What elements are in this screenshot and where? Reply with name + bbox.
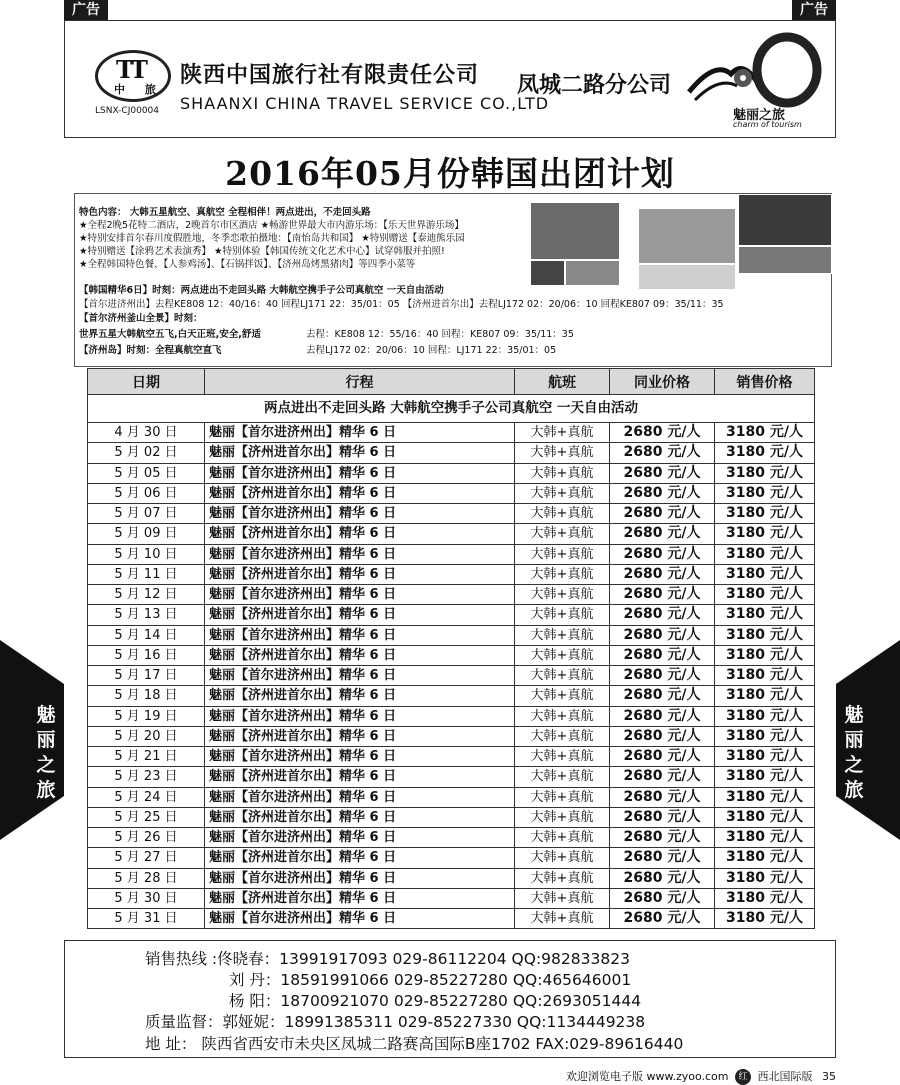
row-sale-price: 3180 元/人 [715, 787, 815, 807]
row-flight: 大韩+真航 [515, 686, 610, 706]
row-flight: 大韩+真航 [515, 645, 610, 665]
row-trade-price: 2680 元/人 [610, 483, 715, 503]
row-date: 5 月 06 日 [88, 483, 205, 503]
ad-label-left: 广告 [64, 0, 108, 20]
table-row [88, 645, 815, 665]
row-flight: 大韩+真航 [515, 443, 610, 463]
row-date: 5 月 21 日 [88, 747, 205, 767]
row-route: 魅丽【首尔进济州出】精华 6 日 [205, 666, 515, 686]
table-row [88, 706, 815, 726]
header-flight: 航班 [515, 369, 610, 395]
header-sale-price: 销售价格 [715, 369, 815, 395]
row-date: 5 月 19 日 [88, 706, 205, 726]
row-trade-price: 2680 元/人 [610, 585, 715, 605]
row-date: 5 月 05 日 [88, 463, 205, 483]
row-sale-price: 3180 元/人 [715, 807, 815, 827]
table-row [88, 666, 815, 686]
row-route: 魅丽【济州进首尔出】精华 6 日 [205, 524, 515, 544]
row-route: 魅丽【首尔进济州出】精华 6 日 [205, 463, 515, 483]
feature-line: ★特别安排首尔春川度假胜地，冬季恋歌拍摄地：【南怡岛共和国】 ★特别赠送【泰迪熊乐园 [79, 233, 465, 244]
side-char: 旅 [844, 779, 864, 801]
table-row [88, 625, 815, 645]
header-route: 行程 [205, 369, 515, 395]
row-route: 魅丽【首尔进济州出】精华 6 日 [205, 423, 515, 443]
row-sale-price: 3180 元/人 [715, 666, 815, 686]
table-row [88, 504, 815, 524]
row-date: 5 月 20 日 [88, 726, 205, 746]
row-date: 5 月 30 日 [88, 888, 205, 908]
row-sale-price: 3180 元/人 [715, 443, 815, 463]
row-flight: 大韩+真航 [515, 848, 610, 868]
row-trade-price: 2680 元/人 [610, 666, 715, 686]
row-route: 魅丽【济州进首尔出】精华 6 日 [205, 645, 515, 665]
row-trade-price: 2680 元/人 [610, 706, 715, 726]
table-row [88, 686, 815, 706]
row-sale-price: 3180 元/人 [715, 504, 815, 524]
footer-page: 35 [822, 1070, 836, 1083]
row-date: 5 月 07 日 [88, 504, 205, 524]
row-trade-price: 2680 元/人 [610, 726, 715, 746]
row-flight: 大韩+真航 [515, 423, 610, 443]
row-date: 5 月 25 日 [88, 807, 205, 827]
row-route: 魅丽【首尔进济州出】精华 6 日 [205, 787, 515, 807]
row-flight: 大韩+真航 [515, 747, 610, 767]
side-tab-text-right [840, 703, 868, 803]
row-date: 5 月 09 日 [88, 524, 205, 544]
photo-small-1 [530, 260, 565, 286]
row-sale-price: 3180 元/人 [715, 726, 815, 746]
feature-line: 特色内容： 大韩五星航空、真航空 全程相伴！两点进出，不走回头路 [79, 207, 371, 218]
footer [566, 1068, 836, 1085]
row-date: 5 月 18 日 [88, 686, 205, 706]
side-char: 丽 [36, 729, 56, 751]
row-trade-price: 2680 元/人 [610, 747, 715, 767]
row-flight: 大韩+真航 [515, 625, 610, 645]
table-row [88, 726, 815, 746]
table-row [88, 828, 815, 848]
table-row [88, 868, 815, 888]
side-char: 之 [844, 754, 864, 776]
itinerary-line: 【济州岛】时刻：全程真航空直飞 [79, 345, 222, 356]
table-row [88, 483, 815, 503]
row-date: 5 月 31 日 [88, 909, 205, 929]
row-trade-price: 2680 元/人 [610, 564, 715, 584]
row-route: 魅丽【首尔进济州出】精华 6 日 [205, 585, 515, 605]
table-header-row [88, 369, 815, 395]
table-row [88, 767, 815, 787]
row-sale-price: 3180 元/人 [715, 605, 815, 625]
row-trade-price: 2680 元/人 [610, 625, 715, 645]
row-flight: 大韩+真航 [515, 605, 610, 625]
table-row [88, 807, 815, 827]
row-route: 魅丽【首尔进济州出】精华 6 日 [205, 868, 515, 888]
row-sale-price: 3180 元/人 [715, 625, 815, 645]
table-row [88, 747, 815, 767]
table-row [88, 848, 815, 868]
feature-line: ★全程韩国特色餐、【人参鸡汤】、【石锅拌饭】、【济州岛烤黑猪肉】等四季小菜等 [79, 259, 416, 270]
row-flight: 大韩+真航 [515, 868, 610, 888]
ad-label-right: 广告 [792, 0, 836, 20]
itinerary-line: 【韩国精华6日】时刻：两点进出不走回头路 大韩航空携手子公司真航空 一天自由活动 [79, 285, 444, 296]
photo-market [738, 246, 832, 274]
row-flight: 大韩+真航 [515, 767, 610, 787]
logo-mark: TT [116, 55, 145, 84]
branch-name: 凤城二路分公司 [517, 73, 672, 98]
row-flight: 大韩+真航 [515, 483, 610, 503]
side-char: 魅 [844, 704, 864, 726]
contact-line: 质量监督：郭娅妮：18991385311 029-85227330 QQ:1134449238 [145, 1013, 646, 1031]
row-flight: 大韩+真航 [515, 463, 610, 483]
row-route: 魅丽【济州进首尔出】精华 6 日 [205, 686, 515, 706]
row-date: 5 月 26 日 [88, 828, 205, 848]
row-date: 5 月 23 日 [88, 767, 205, 787]
logo-text: 中 旅 [114, 83, 164, 96]
row-route: 魅丽【首尔进济州出】精华 6 日 [205, 544, 515, 564]
table-row [88, 443, 815, 463]
row-route: 魅丽【首尔进济州出】精华 6 日 [205, 747, 515, 767]
feature-line: ★特别赠送【涂鸦艺术表演秀】 ★特别体验【韩国传统文化艺术中心】试穿韩服并拍照! [79, 246, 445, 257]
row-sale-price: 3180 元/人 [715, 483, 815, 503]
row-trade-price: 2680 元/人 [610, 504, 715, 524]
row-flight: 大韩+真航 [515, 524, 610, 544]
row-flight: 大韩+真航 [515, 807, 610, 827]
table-note: 两点进出不走回头路 大韩航空携手子公司真航空 一天自由活动 [88, 395, 815, 423]
row-flight: 大韩+真航 [515, 544, 610, 564]
license-number: LSNX-CJ00004 [95, 106, 159, 116]
company-name: 陕西中国旅行社有限责任公司 [180, 63, 480, 88]
itinerary-line: 【首尔进济州出】去程KE808 12：40/16：40 回程LJ171 22：35/01：05 【济州进首尔出】去程LJ172 02：20/06：10 回程KE807 09：35/11：35 [79, 299, 724, 310]
row-date: 5 月 17 日 [88, 666, 205, 686]
row-route: 魅丽【济州进首尔出】精华 6 日 [205, 483, 515, 503]
row-sale-price: 3180 元/人 [715, 463, 815, 483]
row-date: 5 月 16 日 [88, 645, 205, 665]
feature-box [74, 193, 832, 367]
row-sale-price: 3180 元/人 [715, 767, 815, 787]
row-trade-price: 2680 元/人 [610, 524, 715, 544]
row-sale-price: 3180 元/人 [715, 645, 815, 665]
row-flight: 大韩+真航 [515, 666, 610, 686]
row-sale-price: 3180 元/人 [715, 524, 815, 544]
side-char: 旅 [36, 779, 56, 801]
contact-line: 销售热线 :佟晓春：13991917093 029-86112204 QQ:982833823 [145, 950, 630, 968]
photo-statue [638, 264, 736, 290]
photo-hanok-street [530, 202, 620, 260]
photo-small-2 [565, 260, 620, 286]
footer-edition: 西北国际版 [757, 1070, 813, 1083]
contact-line: 刘 丹：18591991066 029-85227280 QQ:465646001 [229, 971, 632, 989]
row-sale-price: 3180 元/人 [715, 564, 815, 584]
row-sale-price: 3180 元/人 [715, 868, 815, 888]
row-flight: 大韩+真航 [515, 787, 610, 807]
row-flight: 大韩+真航 [515, 909, 610, 929]
row-trade-price: 2680 元/人 [610, 686, 715, 706]
row-sale-price: 3180 元/人 [715, 706, 815, 726]
row-sale-price: 3180 元/人 [715, 747, 815, 767]
row-trade-price: 2680 元/人 [610, 888, 715, 908]
row-route: 魅丽【首尔进济州出】精华 6 日 [205, 909, 515, 929]
row-trade-price: 2680 元/人 [610, 605, 715, 625]
table-row [88, 423, 815, 443]
itinerary-line: 去程：KE808 12：55/16：40 回程：KE807 09：35/11：35 [306, 329, 574, 340]
row-route: 魅丽【济州进首尔出】精华 6 日 [205, 767, 515, 787]
table-note-row [88, 395, 815, 423]
contact-line: 地 址： 陕西省西安市未央区凤城二路赛高国际B座1702 FAX:029-89616440 [145, 1035, 684, 1053]
row-trade-price: 2680 元/人 [610, 463, 715, 483]
brand-name: 魅丽之旅 [733, 108, 786, 123]
schedule-table [87, 368, 815, 929]
row-sale-price: 3180 元/人 [715, 848, 815, 868]
row-date: 5 月 27 日 [88, 848, 205, 868]
row-date: 4 月 30 日 [88, 423, 205, 443]
row-sale-price: 3180 元/人 [715, 909, 815, 929]
row-sale-price: 3180 元/人 [715, 423, 815, 443]
row-route: 魅丽【首尔进济州出】精华 6 日 [205, 706, 515, 726]
row-date: 5 月 02 日 [88, 443, 205, 463]
row-route: 魅丽【首尔进济州出】精华 6 日 [205, 828, 515, 848]
row-trade-price: 2680 元/人 [610, 544, 715, 564]
row-route: 魅丽【济州进首尔出】精华 6 日 [205, 888, 515, 908]
cts-logo [95, 50, 171, 102]
row-trade-price: 2680 元/人 [610, 868, 715, 888]
row-route: 魅丽【济州进首尔出】精华 6 日 [205, 564, 515, 584]
row-date: 5 月 13 日 [88, 605, 205, 625]
photo-palace-gate [638, 208, 736, 264]
row-sale-price: 3180 元/人 [715, 544, 815, 564]
row-trade-price: 2680 元/人 [610, 807, 715, 827]
row-flight: 大韩+真航 [515, 888, 610, 908]
side-char: 之 [36, 754, 56, 776]
table-row [88, 888, 815, 908]
row-trade-price: 2680 元/人 [610, 423, 715, 443]
row-flight: 大韩+真航 [515, 564, 610, 584]
header [64, 20, 836, 138]
table-row [88, 787, 815, 807]
row-trade-price: 2680 元/人 [610, 828, 715, 848]
row-sale-price: 3180 元/人 [715, 585, 815, 605]
row-trade-price: 2680 元/人 [610, 767, 715, 787]
table-row [88, 585, 815, 605]
side-char: 丽 [844, 729, 864, 751]
row-trade-price: 2680 元/人 [610, 645, 715, 665]
row-sale-price: 3180 元/人 [715, 686, 815, 706]
brand-subtitle: charm of tourism [733, 120, 802, 129]
row-flight: 大韩+真航 [515, 828, 610, 848]
row-sale-price: 3180 元/人 [715, 828, 815, 848]
table-row [88, 909, 815, 929]
header-date: 日期 [88, 369, 205, 395]
row-flight: 大韩+真航 [515, 585, 610, 605]
page-title: 2016年05月份韩国出团计划 [225, 154, 675, 193]
row-flight: 大韩+真航 [515, 706, 610, 726]
row-trade-price: 2680 元/人 [610, 909, 715, 929]
photo-city-street [738, 194, 832, 246]
table-row [88, 605, 815, 625]
row-flight: 大韩+真航 [515, 504, 610, 524]
table-row [88, 544, 815, 564]
row-route: 魅丽【济州进首尔出】精华 6 日 [205, 443, 515, 463]
row-route: 魅丽【济州进首尔出】精华 6 日 [205, 605, 515, 625]
footer-welcome: 欢迎浏览电子版 www.zyoo.com [565, 1070, 729, 1083]
row-trade-price: 2680 元/人 [610, 443, 715, 463]
row-trade-price: 2680 元/人 [610, 787, 715, 807]
row-trade-price: 2680 元/人 [610, 848, 715, 868]
row-route: 魅丽【济州进首尔出】精华 6 日 [205, 807, 515, 827]
side-char: 魅 [36, 704, 56, 726]
feature-line: ★全程2晚5花特二酒店，2晚首尔市区酒店 ★畅游世界最大市内游乐场：【乐天世界游乐场】 [79, 220, 464, 231]
row-route: 魅丽【首尔进济州出】精华 6 日 [205, 504, 515, 524]
row-sale-price: 3180 元/人 [715, 888, 815, 908]
row-route: 魅丽【济州进首尔出】精华 6 日 [205, 848, 515, 868]
row-date: 5 月 10 日 [88, 544, 205, 564]
itinerary-line: 【首尔济州釜山全景】时刻： [79, 313, 203, 324]
row-date: 5 月 11 日 [88, 564, 205, 584]
side-tab-text-left [32, 703, 60, 803]
itinerary-line: 去程LJ172 02：20/06：10 回程：LJ171 22：35/01：05 [306, 345, 557, 356]
footer-circle-icon: 红 [735, 1069, 751, 1085]
row-date: 5 月 24 日 [88, 787, 205, 807]
row-route: 魅丽【济州进首尔出】精华 6 日 [205, 726, 515, 746]
itinerary-line: 世界五星大韩航空五飞,白天正班,安全,舒适 [79, 329, 261, 340]
table-row [88, 463, 815, 483]
row-date: 5 月 28 日 [88, 868, 205, 888]
contact-line: 杨 阳：18700921070 029-85227280 QQ:2693051444 [229, 992, 642, 1010]
row-flight: 大韩+真航 [515, 726, 610, 746]
table-row [88, 564, 815, 584]
row-date: 5 月 12 日 [88, 585, 205, 605]
company-name-en: SHAANXI CHINA TRAVEL SERVICE CO.,LTD [180, 94, 550, 113]
table-row [88, 524, 815, 544]
contact-box [64, 940, 836, 1058]
row-route: 魅丽【首尔进济州出】精华 6 日 [205, 625, 515, 645]
header-trade-price: 同业价格 [610, 369, 715, 395]
row-date: 5 月 14 日 [88, 625, 205, 645]
